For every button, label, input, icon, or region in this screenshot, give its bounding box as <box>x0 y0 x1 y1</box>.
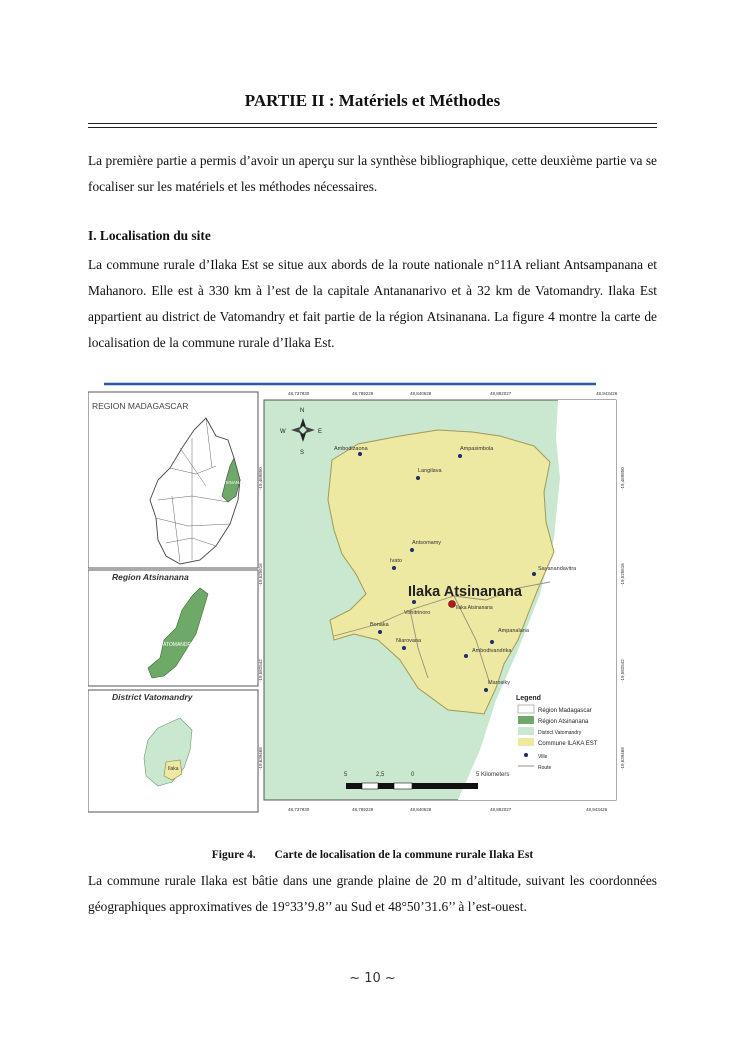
place-dot <box>402 646 406 650</box>
figure-caption <box>0 849 745 861</box>
svg-text:Legend: Legend <box>516 695 541 702</box>
place-label: Vohitrinoro <box>404 610 431 616</box>
svg-text:W: W <box>280 429 286 435</box>
place-label: Ampanalana <box>498 628 529 634</box>
panel-vatomandry-title: District Vatomandry <box>112 692 193 702</box>
ilaka-small-label: Ilaka <box>168 766 179 772</box>
svg-text:5: 5 <box>344 772 348 778</box>
place-label: Niarovana <box>396 638 422 644</box>
intro-paragraph: La première partie a permis d’avoir un aperçu sur la synthèse bibliographique, cette deuxième partie va se focaliser sur les matériels et les méthodes nécessaires. <box>88 153 657 194</box>
section-heading: I. Localisation du site <box>88 228 211 243</box>
place-dot <box>378 630 382 634</box>
place-dot <box>464 654 468 658</box>
right-tick-label: -19,525616 <box>620 563 625 586</box>
place-dot <box>484 688 488 692</box>
top-tick-label: 48,840628 <box>410 391 432 396</box>
place-label: Sayanandavitra <box>538 566 577 572</box>
place-dot <box>410 548 414 552</box>
place-label: Bonaka <box>370 622 389 628</box>
place-label: Ambodizaona <box>334 446 368 452</box>
section-paragraph: La commune rurale d’Ilaka Est se situe aux abords de la route nationale n°11A reliant Antsampanana et Mahanoro. Elle est à 330 km à l’est de la capitale Antananarivo et à 32 km de Vatomandry. Ilaka Est appartient au district de Vatomandry et fait partie de la région Atsinanana. La figure 4 montre la carte de localisation de la commune rurale d’Ilaka Est. <box>88 257 657 350</box>
page-number: ~ 10 ~ <box>349 971 396 986</box>
place-dot <box>532 572 536 576</box>
place-dot <box>458 454 462 458</box>
closing-paragraph: La commune rurale Ilaka est bâtie dans une grande plaine de 20 m d’altitude, suivant les coordonnées géographiques approximatives de 19°33’9.8’’ au Sud et 48°50’31.6’’ à l’est-ouest. <box>88 873 657 914</box>
place-label: Langilava <box>418 468 442 474</box>
place-dot <box>490 640 494 644</box>
svg-text:N: N <box>300 408 305 414</box>
location-map-figure <box>88 378 630 815</box>
bottom-tick-label: 48,737830 <box>288 807 310 812</box>
ilaka-sub-label: Ilaka Atsinanana <box>456 605 493 611</box>
svg-text:2,5: 2,5 <box>376 772 385 778</box>
bottom-tick-label: 48,892027 <box>490 807 512 812</box>
place-label: Marosiky <box>488 680 511 686</box>
svg-text:Région Madagascar: Région Madagascar <box>538 708 592 714</box>
place-dot <box>412 600 416 604</box>
top-tick-label: 48,737830 <box>288 391 310 396</box>
atsinanana-small-label: ATSINANANA <box>220 480 249 485</box>
panel-madagascar-title: REGION MADAGASCAR <box>92 401 189 411</box>
svg-text:Route: Route <box>538 765 552 771</box>
place-label: Ampasimbola <box>460 446 494 452</box>
ilaka-main-label: Ilaka Atsinanana <box>408 584 522 600</box>
title-rule <box>88 123 657 124</box>
panel-atsinanana-title: Region Atsinanana <box>112 572 189 582</box>
top-tick-label: 48,943426 <box>596 391 618 396</box>
page-title: PARTIE II : Matériels et Méthodes <box>244 91 501 110</box>
svg-text:Ville: Ville <box>538 754 548 760</box>
left-tick-label: -19,525616 <box>258 563 263 586</box>
right-tick-label: -19,639468 <box>620 747 625 770</box>
place-dot <box>392 566 396 570</box>
svg-text:District Vatomandry: District Vatomandry <box>538 730 582 736</box>
svg-text:Région Atsinanana: Région Atsinanana <box>538 719 589 725</box>
bottom-tick-label: 48,789229 <box>352 807 374 812</box>
place-label: Ivato <box>390 558 402 564</box>
svg-text:Commune ILAKA EST: Commune ILAKA EST <box>538 741 598 747</box>
place-label: Ambodivandrika <box>472 648 512 654</box>
left-tick-label: -19,639468 <box>258 747 263 770</box>
svg-text:S: S <box>300 450 305 456</box>
bottom-tick-label: 48,840628 <box>410 807 432 812</box>
bottom-tick-label: 48,943426 <box>586 807 608 812</box>
left-tick-label: -19,469850 <box>258 467 263 490</box>
top-tick-label: 48,892027 <box>490 391 512 396</box>
figure-caption-text: Carte de localisation de la commune rurale Ilaka Est <box>274 849 534 861</box>
left-tick-label: -19,582542 <box>258 659 263 682</box>
ilaka-marker <box>449 601 456 608</box>
svg-text:E: E <box>318 429 323 435</box>
figure-number: Figure 4. <box>211 849 256 861</box>
place-label: Antsomamy <box>412 540 442 546</box>
svg-text:0: 0 <box>411 772 415 778</box>
svg-text:5 Kilometers: 5 Kilometers <box>476 772 510 778</box>
place-dot <box>416 476 420 480</box>
vatomandry-small-label: VATOMANDRY <box>160 642 195 648</box>
place-dot <box>358 452 362 456</box>
top-tick-label: 48,789229 <box>352 391 374 396</box>
right-tick-label: -19,582542 <box>620 659 625 682</box>
title-rule-thin <box>88 127 657 128</box>
right-tick-label: -19,469850 <box>620 467 625 490</box>
